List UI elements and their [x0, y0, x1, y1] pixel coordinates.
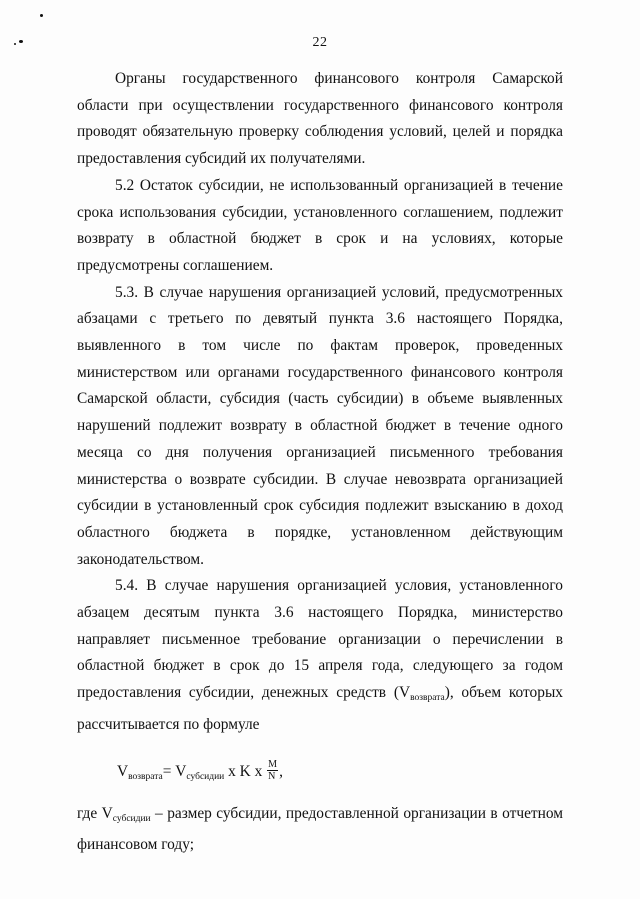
legend-prefix: где V: [77, 804, 113, 822]
formula-v-subsidy: V: [175, 762, 187, 780]
formula-v-subsidy-sub: субсидии: [186, 771, 225, 782]
formula-fraction: [267, 759, 278, 782]
formula-end: ,: [279, 762, 283, 780]
formula-times-k: x K x: [224, 762, 267, 780]
return-formula: [77, 758, 563, 787]
formula-v-return: V: [117, 762, 129, 780]
paragraph-5-4-text: 5.4. В случае нарушения организацией условия, установленного абзацем десятым пункта 3.6 настоящего Порядка, министерство направляет письменное требование организации о перечислении в областной бюджет в срок до 15 апреля года, следующего за годом предоставления субсидии, денежных средств (V: [77, 577, 563, 702]
v-return-subscript: возврата: [410, 693, 445, 704]
paragraph-5-2: 5.2 Остаток субсидии, не использованный организацией в течение срока использования субсидии, установленного соглашением, подлежит возврату в областной бюджет в срок и на условиях, которые предусмотрены соглашением.: [77, 176, 563, 274]
page-number: 22: [312, 35, 328, 50]
paragraph-5-3: 5.3. В случае нарушения организацией условий, предусмотренных абзацами с третьего по девятый пункта 3.6 настоящего Порядка, выявленного в том числе по фактам проверок, проведенных министерством или органами государственного финансового контроля Самарской области, субсидия (часть субсидии) в объеме выявленных нарушений подлежит возврату в областной бюджет в течение одного месяца со дня получения организацией письменного требования министерства о возврате субсидии. В случае невозврата организацией субсидии в установленный срок субсидия подлежит взысканию в доход областного бюджета в порядке, установленном действующим законодательством.: [77, 283, 563, 568]
formula-v-return-sub: возврата: [128, 771, 163, 782]
paragraph-control-bodies: Органы государственного финансового контроля Самарской области при осуществлении государственного финансового контроля проводят обязательную проверку соблюдения условий, целей и порядка предоставления субсидий их получателями.: [77, 70, 563, 168]
paragraph-5-4: [77, 573, 563, 738]
paragraph-5-4-tail: ), объем которых рассчитывается по формуле: [77, 684, 563, 733]
legend-sub: субсидии: [112, 813, 151, 824]
formula-equals: =: [162, 762, 176, 780]
formula-legend: [77, 801, 563, 859]
legend-text: – размер субсидии, предоставленной организации в отчетном финансовом году;: [77, 804, 564, 854]
document-body: [77, 66, 563, 859]
fraction-denominator: N: [268, 770, 276, 782]
fraction-numerator: M: [268, 758, 278, 770]
scan-speck: [40, 14, 43, 17]
